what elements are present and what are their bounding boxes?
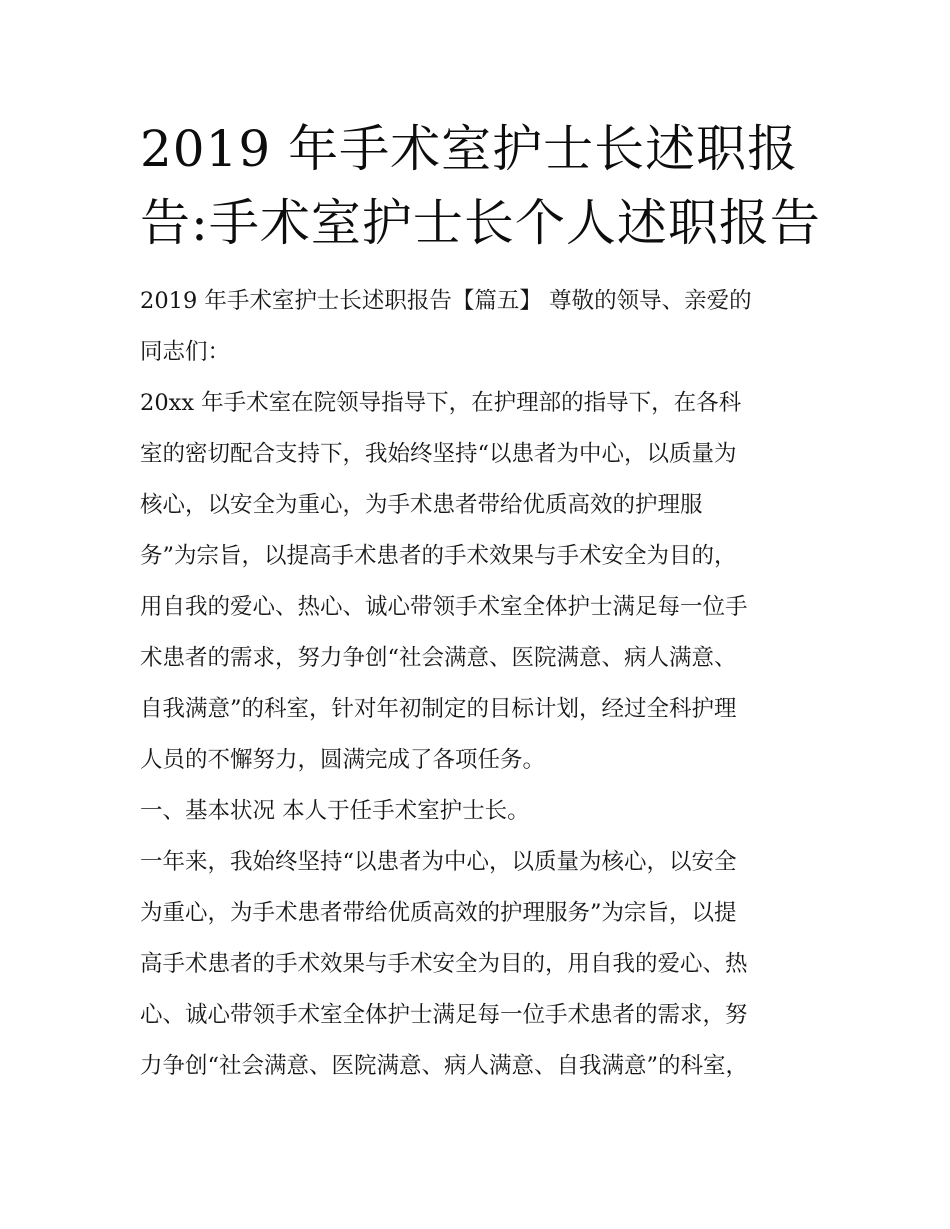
body-line: 一年来，我始终坚持“以患者为中心，以质量为核心，以安全: [140, 849, 737, 875]
body-line: 一、基本状况 本人于任手术室护士长。: [140, 798, 530, 824]
body-line: 务”为宗旨，以提高手术患者的手术效果与手术安全为目的，: [140, 543, 737, 569]
body-line: 术患者的需求，努力争创“社会满意、医院满意、病人满意、: [140, 645, 737, 671]
title-line-1: 2019 年手术室护士长述职报: [140, 120, 799, 178]
page-title: [140, 112, 830, 260]
body-line: 人员的不懈努力，圆满完成了各项任务。: [140, 747, 546, 773]
body-line: 为重心，为手术患者带给优质高效的护理服务”为宗旨，以提: [140, 900, 737, 926]
body-line: 力争创“社会满意、医院满意、病人满意、自我满意”的科室，: [140, 1053, 749, 1079]
body-line: 同志们：: [140, 339, 231, 365]
body-line: 心、诚心带领手术室全体护士满足每一位手术患者的需求，努: [140, 1002, 748, 1028]
body-line: 自我满意”的科室，针对年初制定的目标计划，经过全科护理: [140, 696, 737, 722]
body-line: 20xx 年手术室在院领导指导下，在护理部的指导下，在各科: [140, 390, 742, 416]
body-line: 室的密切配合支持下，我始终坚持“以患者为中心，以质量为: [140, 441, 737, 467]
body-line: 核心，以安全为重心，为手术患者带给优质高效的护理服: [140, 492, 703, 518]
body-line: 2019 年手术室护士长述职报告【篇五】 尊敬的领导、亲爱的: [140, 288, 752, 314]
body-line: 用自我的爱心、热心、诚心带领手术室全体护士满足每一位手: [140, 594, 748, 620]
body-line: 高手术患者的手术效果与手术安全为目的，用自我的爱心、热: [140, 951, 748, 977]
document-body: [140, 276, 820, 1092]
title-line-2: 告:手术室护士长个人述职报告: [140, 194, 821, 252]
